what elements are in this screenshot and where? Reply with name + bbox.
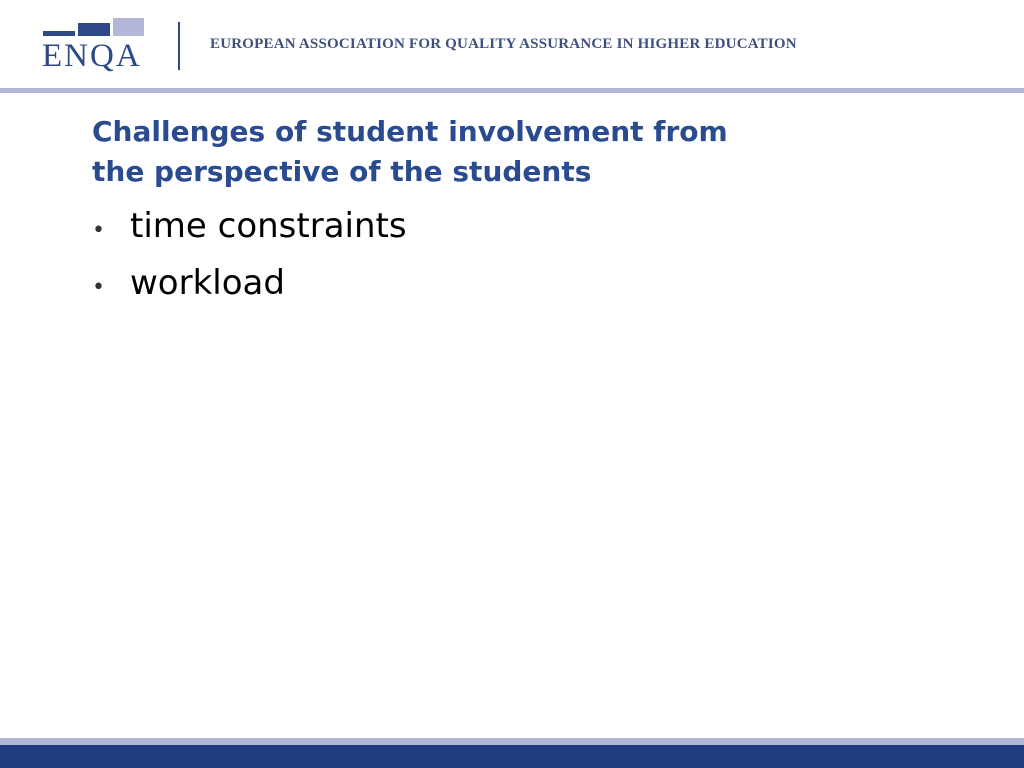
- slide-title: [92, 112, 728, 192]
- slide-title-line: the perspective of the students: [92, 155, 592, 188]
- logo-text: ENQA: [42, 38, 142, 74]
- header-rule: [0, 88, 1024, 93]
- bullet-item: [92, 255, 407, 312]
- bullet-icon: •: [92, 218, 105, 243]
- footer-bar: [0, 745, 1024, 768]
- logo-bar-small: [43, 31, 75, 36]
- bullet-text: time constraints: [130, 206, 407, 246]
- bullet-list: [92, 198, 407, 312]
- logo-bar-large: [113, 18, 144, 36]
- bullet-item: [92, 198, 407, 255]
- slide-title-line: Challenges of student involvement from: [92, 115, 728, 148]
- header-divider: [178, 22, 180, 70]
- bullet-icon: •: [92, 275, 105, 300]
- organization-name: EUROPEAN ASSOCIATION FOR QUALITY ASSURANCE IN HIGHER EDUCATION: [210, 36, 797, 52]
- logo-bar-medium: [78, 23, 110, 36]
- footer-strip: [0, 738, 1024, 745]
- bullet-text: workload: [130, 263, 285, 303]
